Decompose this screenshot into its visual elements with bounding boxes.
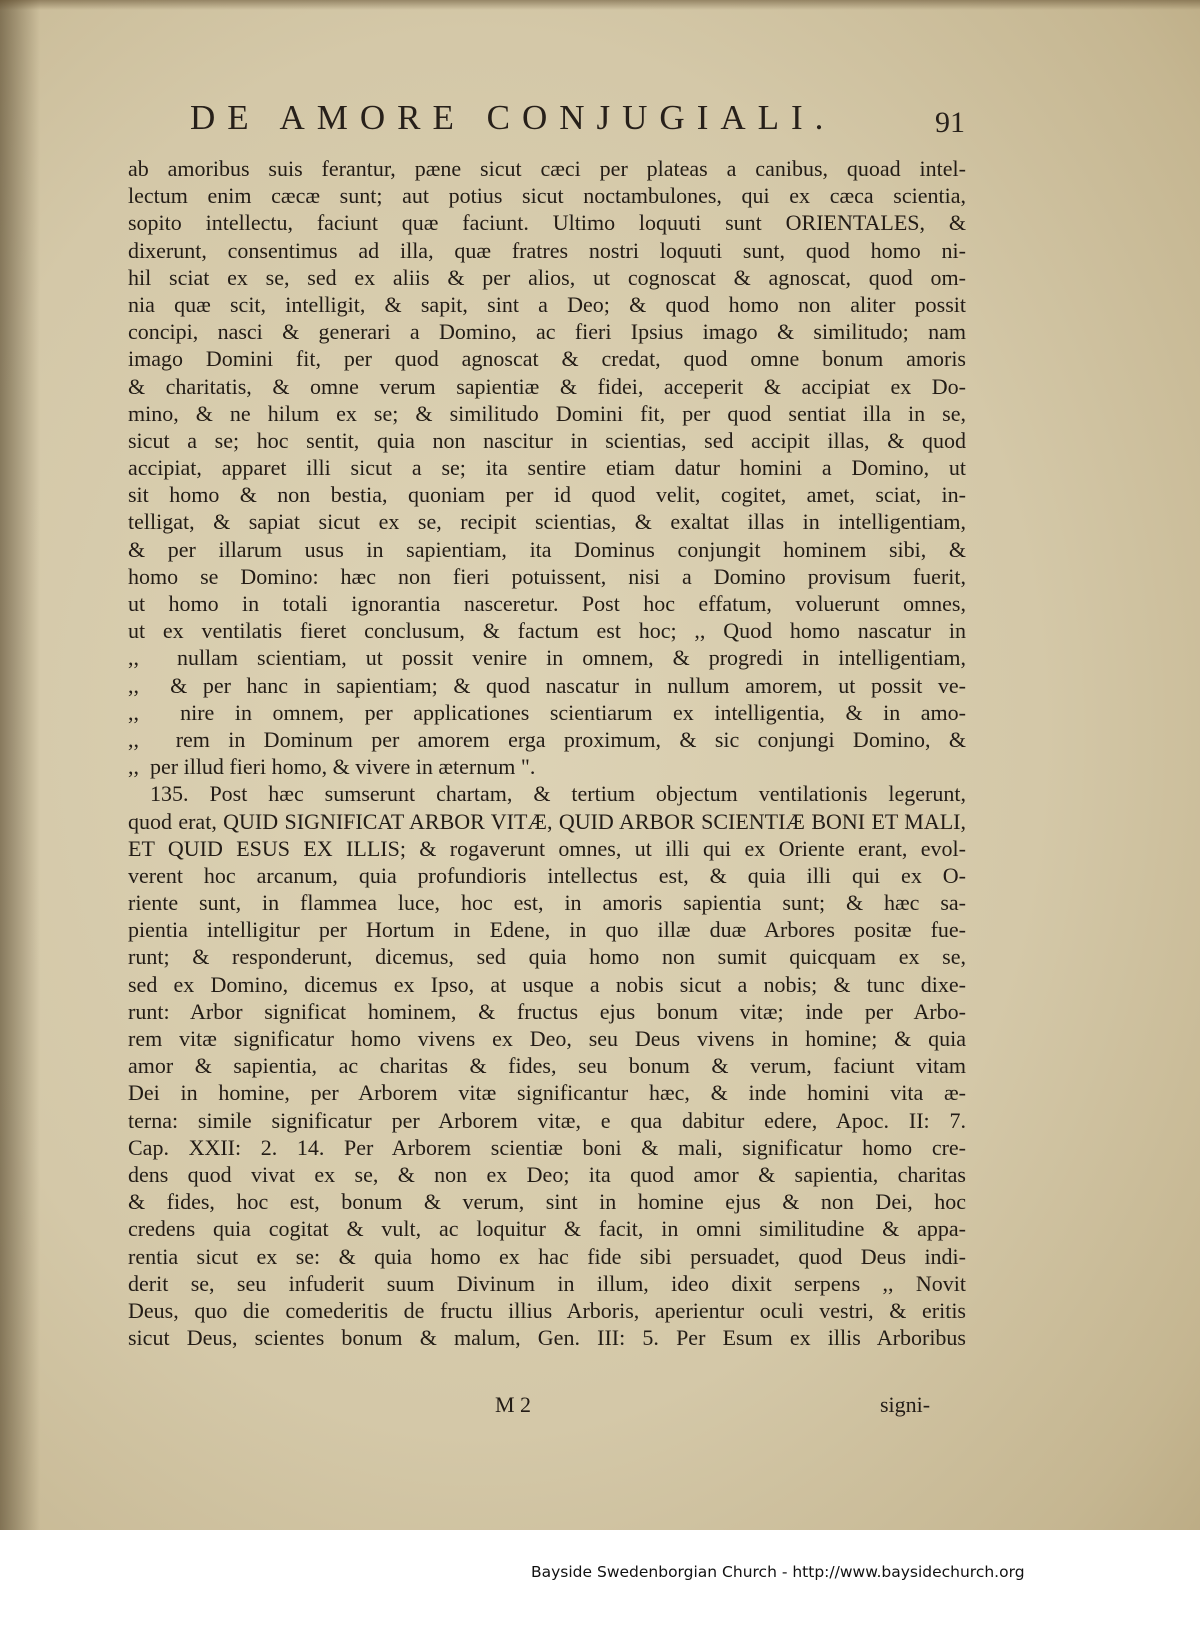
text-line: derit se, seu infuderit suum Divinum in illum, ideo dixit serpens ,, Novit — [128, 1270, 966, 1296]
text-line: dixerunt, consentimus ad illa, quæ fratres nostri loquuti sunt, quod homo ni- — [128, 237, 966, 263]
text-line: Cap. XXII: 2. 14. Per Arborem scientiæ boni & mali, significatur homo cre- — [128, 1134, 966, 1160]
text-line: sed ex Domino, dicemus ex Ipso, at usque a nobis sicut a nobis; & tunc dixe- — [128, 971, 966, 997]
text-line: ,, per illud fieri homo, & vivere in æternum ". — [128, 753, 966, 780]
text-line: nia quæ scit, intelligit, & sapit, sint a Deo; & quod homo non aliter possit — [128, 291, 966, 317]
text-line: ,, nullam scientiam, ut possit venire in omnem, & progredi in intelligentiam, — [128, 644, 966, 671]
text-line: ut ex ventilatis fieret conclusum, & factum est hoc; ,, Quod homo nascatur in — [128, 618, 966, 644]
text-line: amor & sapientia, ac charitas & fides, seu bonum & verum, faciunt vitam — [128, 1053, 966, 1079]
text-line: credens quia cogitat & vult, ac loquitur & facit, in omni similitudine & appa- — [128, 1216, 966, 1242]
page-number: 91 — [935, 106, 965, 139]
signature-mark: M 2 — [495, 1392, 532, 1417]
text-line: dens quod vivat ex se, & non ex Deo; ita quod amor & sapientia, charitas — [128, 1161, 966, 1187]
text-line: lectum enim cæcæ sunt; aut potius sicut noctambulones, qui ex cæca scientia, — [128, 183, 966, 209]
catchword: signi- — [880, 1392, 931, 1417]
text-line: rem vitæ significatur homo vivens ex Deo, seu Deus vivens in homine; & quia — [128, 1026, 966, 1051]
running-title: DE AMORE CONJUGIALI. — [190, 98, 836, 137]
text-line: sopito intellectu, faciunt quæ faciunt. Ultimo loquuti sunt ORIENTALES, & — [128, 210, 966, 236]
text-line: verent hoc arcanum, quia profundioris intellectus est, & quia illi qui ex O- — [128, 862, 966, 888]
text-line: ut homo in totali ignorantia nasceretur. Post hoc effatum, voluerunt omnes, — [128, 591, 966, 616]
text-line: riente sunt, in flammea luce, hoc est, in amoris sapientia sunt; & hæc sa- — [128, 890, 966, 916]
text-line: accipiat, apparet illi sicut a se; ita sentire etiam datur homini a Domino, ut — [128, 455, 966, 481]
text-line: sicut a se; hoc sentit, quia non nascitur in scientias, sed accipit illas, & quod — [128, 427, 966, 453]
text-line: terna: simile significatur per Arborem vitæ, e qua dabitur edere, Apoc. II: 7. — [128, 1107, 966, 1133]
text-line: ,, nire in omnem, per applicationes scientiarum ex intelligentia, & in amo- — [128, 699, 966, 726]
text-line: imago Domini fit, per quod agnoscat & credat, quod omne bonum amoris — [128, 346, 966, 372]
text-line: mino, & ne hilum ex se; & similitudo Domini fit, per quod sentiat illa in se, — [128, 400, 966, 426]
text-line: sicut Deus, scientes bonum & malum, Gen. III: 5. Per Esum ex illis Arboribus — [128, 1325, 966, 1351]
text-line: Dei in homine, per Arborem vitæ significantur hæc, & inde homini vita æ- — [128, 1080, 966, 1106]
text-line: ,, rem in Dominum per amorem erga proximum, & sic conjungi Domino, & — [128, 726, 966, 753]
text-line: Deus, quo die comederitis de fructu illius Arboris, aperientur oculi vestri, & eritis — [128, 1297, 966, 1323]
text-line: & per illarum usus in sapientiam, ita Dominus conjungit hominem sibi, & — [128, 536, 966, 562]
text-line: ab amoribus suis ferantur, pæne sicut cæci per plateas a canibus, quoad intel- — [128, 156, 966, 181]
text-line: pientia intelligitur per Hortum in Edene, in quo illæ duæ Arbores positæ fue- — [128, 917, 966, 943]
text-line: quod erat, QUID SIGNIFICAT ARBOR VITÆ, QUID ARBOR SCIENTIÆ BONI ET MALI, — [128, 808, 966, 834]
text-line: runt; & responderunt, dicemus, sed quia homo non sumit quicquam ex se, — [128, 944, 966, 970]
text-line: telligat, & sapiat sicut ex se, recipit scientias, & exaltat illas in intelligentiam, — [128, 509, 966, 535]
text-line: runt: Arbor significat hominem, & fructus ejus bonum vitæ; inde per Arbo- — [128, 998, 966, 1024]
text-line: 135. Post hæc sumserunt chartam, & tertium objectum ventilationis legerunt, — [150, 781, 966, 807]
text-line: hil sciat ex se, sed ex aliis & per alios, ut cognoscat & agnoscat, quod om- — [128, 264, 966, 290]
credit-line: Bayside Swedenborgian Church - http://www.baysidechurch.org — [531, 1563, 1025, 1581]
text-line: ,, & per hanc in sapientiam; & quod nascatur in nullum amorem, ut possit ve- — [128, 672, 966, 699]
text-line: sit homo & non bestia, quoniam per id quod velit, cogitet, amet, sciat, in- — [128, 482, 966, 508]
text-line: homo se Domino: hæc non fieri potuissent, nisi a Domino provisum fuerit, — [128, 563, 966, 589]
text-line: rentia sicut ex se: & quia homo ex hac fide sibi persuadet, quod Deus indi- — [128, 1243, 966, 1269]
text-line: ET QUID ESUS EX ILLIS; & rogaverunt omnes, ut illi qui ex Oriente erant, evol- — [128, 835, 966, 861]
body-text — [128, 155, 966, 1351]
text-line: & fides, hoc est, bonum & verum, sint in homine ejus & non Dei, hoc — [128, 1189, 966, 1215]
text-line: concipi, nasci & generari a Domino, ac fieri Ipsius imago & similitudo; nam — [128, 319, 966, 345]
text-line: & charitatis, & omne verum sapientiæ & fidei, acceperit & accipiat ex Do- — [128, 373, 966, 399]
